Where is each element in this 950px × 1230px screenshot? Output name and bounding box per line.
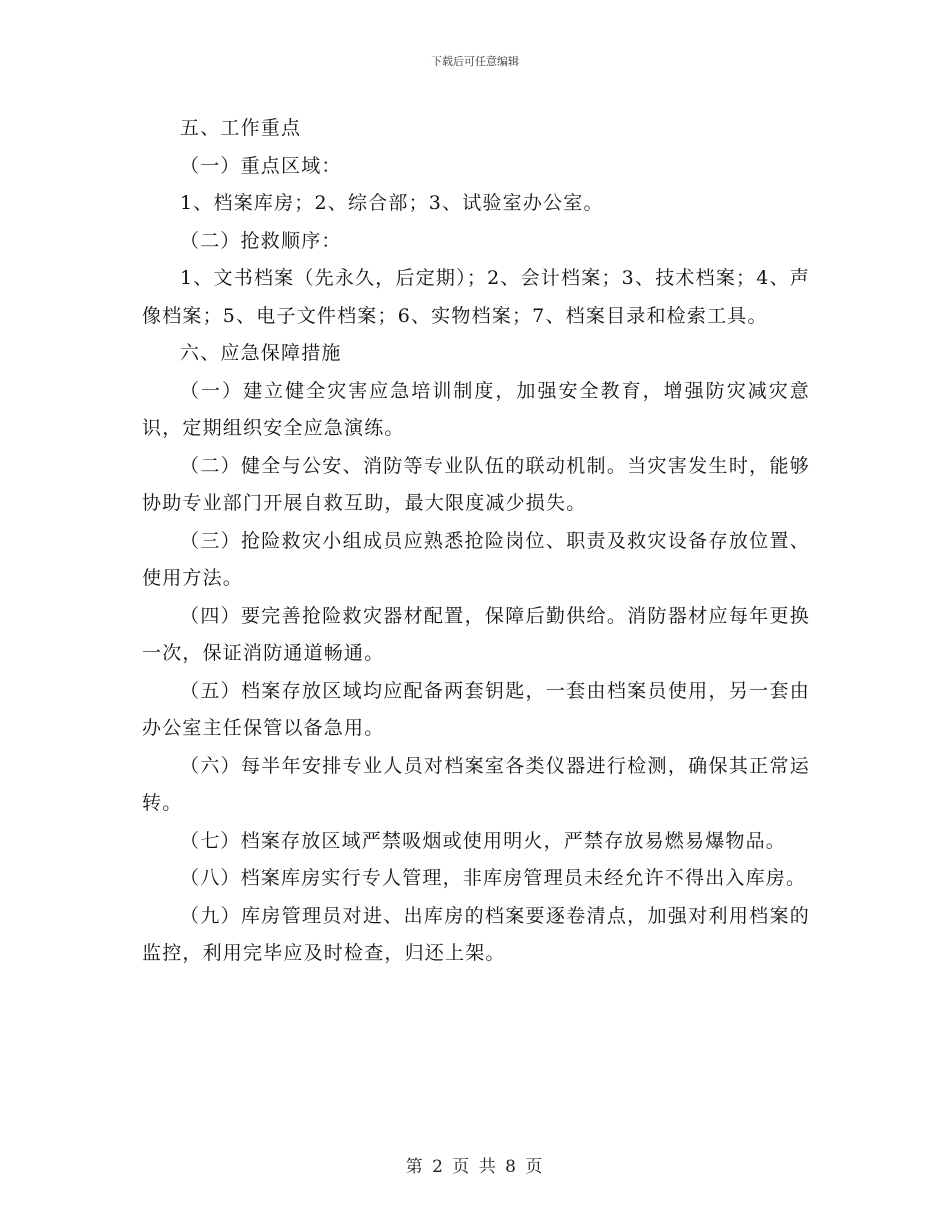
paragraph: （六）每半年安排专业人员对档案室各类仪器进行检测，确保其正常运转。 xyxy=(142,754,810,814)
section-heading: 五、工作重点 xyxy=(180,117,302,139)
paragraph: （八）档案库房实行专人管理，非库房管理员未经允许不得出入库房。 xyxy=(180,867,807,889)
page-header: 下载后可任意编辑 xyxy=(431,55,519,68)
paragraph: （二）健全与公安、消防等专业队伍的联动机制。当灾害发生时，能够协助专业部门开展自救互助，最大限度减少损失。 xyxy=(142,454,810,514)
subsection-heading: （二）抢救顺序： xyxy=(180,229,342,252)
paragraph: （九）库房管理员对进、出库房的档案要逐卷清点，加强对利用档案的监控，利用完毕应及时检查，归还上架。 xyxy=(142,904,810,964)
section-heading: 六、应急保障措施 xyxy=(180,342,342,364)
paragraph: （七）档案存放区域严禁吸烟或使用明火，严禁存放易燃易爆物品。 xyxy=(180,829,787,852)
paragraph: （一）建立健全灾害应急培训制度，加强安全教育，增强防灾减灾意识，定期组织安全应急演练。 xyxy=(142,379,810,439)
subsection-heading: （一）重点区域： xyxy=(180,154,342,177)
paragraph: （三）抢险救灾小组成员应熟悉抢险岗位、职责及救灾设备存放位置、使用方法。 xyxy=(142,529,810,589)
document-body xyxy=(142,110,810,973)
page-number-footer: 第 2 页 共 8 页 xyxy=(405,1157,545,1177)
paragraph: 1、文书档案（先永久，后定期）；2、会计档案；3、技术档案；4、声像档案；5、电子文件档案；6、实物档案；7、档案目录和检索工具。 xyxy=(142,267,810,327)
paragraph: 1、档案库房；2、综合部；3、试验室办公室。 xyxy=(180,192,604,214)
paragraph: （四）要完善抢险救灾器材配置，保障后勤供给。消防器材应每年更换一次，保证消防通道畅通。 xyxy=(142,604,810,664)
paragraph: （五）档案存放区域均应配备两套钥匙，一套由档案员使用，另一套由办公室主任保管以备急用。 xyxy=(142,679,810,739)
